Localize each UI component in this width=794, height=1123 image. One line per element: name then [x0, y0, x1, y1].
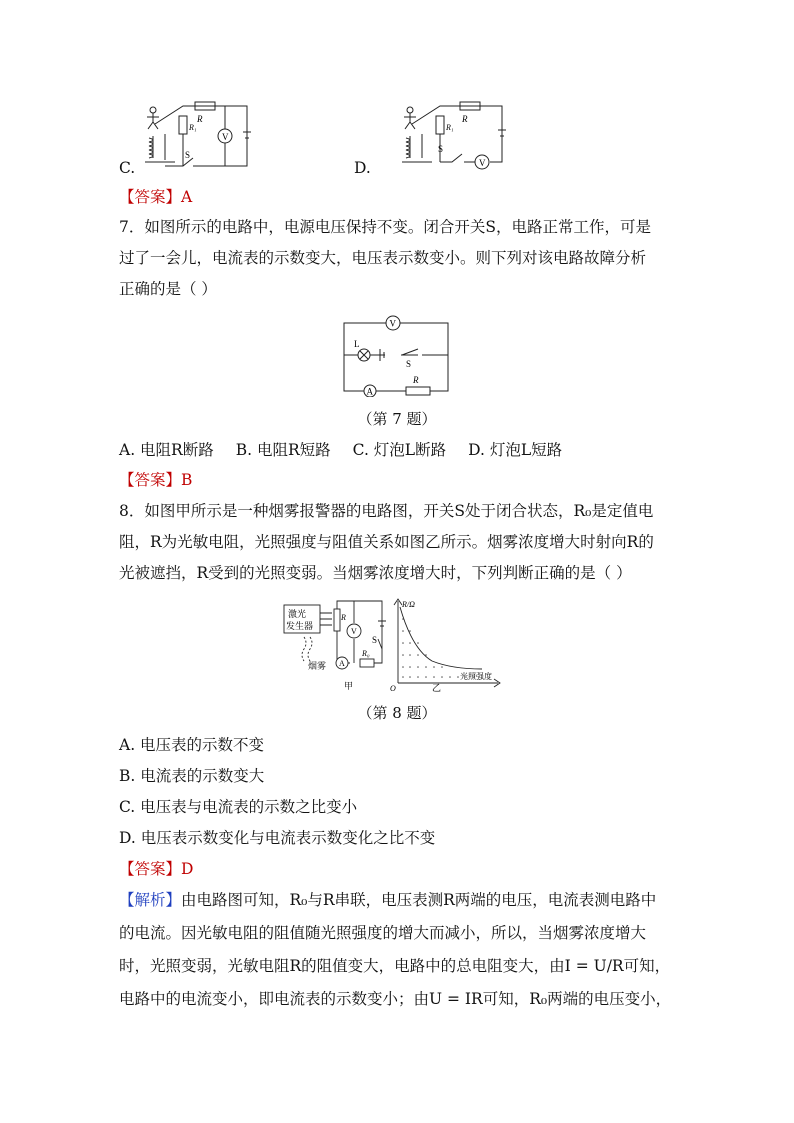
svg-text:R: R — [197, 114, 203, 124]
r-label: R — [341, 613, 346, 622]
answer-bracket: 【答案】 — [119, 188, 182, 206]
fig-jia-label: 甲 — [344, 681, 354, 691]
q8-figure — [282, 597, 522, 695]
origin-label: O — [390, 684, 396, 693]
svg-text:R: R — [413, 375, 419, 385]
svg-text:V: V — [222, 132, 229, 142]
svg-text:V: V — [479, 158, 486, 168]
q7-circuit-diagram — [340, 311, 454, 397]
q7-option-a[interactable]: A. 电阻R断路 — [119, 441, 214, 459]
answer-bracket: 【答案】 — [119, 471, 182, 489]
q7-option-b[interactable]: B. 电阻R短路 — [235, 441, 331, 459]
svg-text:R: R — [462, 114, 468, 124]
laser-label: 激光 — [288, 609, 307, 619]
q7-line-2: 过了一会儿，电流表的示数变大，电压表示数变小。则下列对该电路故障分析 — [119, 249, 647, 267]
svg-text:A: A — [339, 659, 345, 668]
q8-option-a[interactable]: A. 电压表的示数不变 — [119, 736, 265, 754]
svg-text:L: L — [354, 339, 360, 349]
circuit-option-c — [135, 96, 255, 176]
r0-label: R₀ — [362, 649, 370, 658]
svg-text:A: A — [366, 386, 373, 397]
analysis-text: 由电路图可知，R₀与R串联，电压表测R两端的电压，电流表测电路中 — [181, 891, 657, 909]
answer-value: D — [181, 860, 194, 878]
q8-answer — [119, 857, 193, 881]
q8-line-1: 8．如图甲所示是一种烟雾报警器的电路图，开关S处于闭合状态，R₀是定值电 — [119, 502, 654, 520]
q7-answer — [119, 468, 192, 492]
option-d-label: D. — [354, 159, 371, 177]
svg-text:S: S — [438, 144, 444, 154]
q7-line-3: 正确的是（ ） — [119, 280, 217, 298]
q7-option-d[interactable]: D. 灯泡L短路 — [468, 441, 563, 459]
smoke-label: 烟雾 — [308, 661, 327, 671]
q7-options — [119, 438, 584, 462]
y-axis-label: R/Ω — [402, 600, 415, 609]
analysis-bracket: 【解析】 — [119, 891, 182, 909]
q8-line-2: 阻，R为光敏电阻，光照强度与阻值关系如图乙所示。烟雾浓度增大时射向R的 — [119, 533, 654, 551]
q8-option-c[interactable]: C. 电压表与电流表的示数之比变小 — [119, 798, 358, 816]
q7-caption: （第 7 题） — [357, 410, 437, 428]
laser-label-2: 发生器 — [286, 621, 314, 631]
q8-option-b[interactable]: B. 电流表的示数变大 — [119, 767, 265, 785]
x-axis-label: 光照强度 — [460, 672, 492, 681]
q8-analysis-1 — [119, 888, 656, 912]
q8-analysis-3: 时，光照变弱，光敏电阻R的阻值变大，电路中的总电阻变大，由I = U/R可知， — [119, 957, 671, 975]
svg-text:S: S — [406, 359, 412, 369]
fig-yi-label: 乙 — [432, 683, 442, 693]
svg-text:V: V — [351, 627, 357, 636]
svg-text:R₁: R₁ — [446, 123, 454, 132]
svg-text:R₁: R₁ — [189, 123, 197, 132]
q8-analysis-4: 电路中的电流变小，即电流表的示数变小；由U = IR可知，R₀两端的电压变小， — [119, 990, 672, 1008]
answer-value: B — [181, 471, 193, 489]
answer-bracket: 【答案】 — [119, 860, 182, 878]
q8-option-d[interactable]: D. 电压表示数变化与电流表示数变化之比不变 — [119, 829, 436, 847]
q7-option-c[interactable]: C. 灯泡L断路 — [352, 441, 447, 459]
q8-caption: （第 8 题） — [357, 704, 437, 722]
q8-line-3: 光被遮挡，R受到的光照变弱。当烟雾浓度增大时，下列判断正确的是（ ） — [119, 564, 632, 582]
q7-line-1: 7．如图所示的电路中，电源电压保持不变。闭合开关S，电路正常工作，可是 — [119, 218, 651, 236]
switch-s-label: S — [372, 635, 378, 645]
q6-answer — [119, 185, 192, 209]
svg-text:S: S — [185, 150, 191, 160]
svg-text:V: V — [389, 318, 396, 329]
option-c-label: C. — [119, 159, 136, 177]
q8-analysis-2: 的电流。因光敏电阻的阻值随光照强度的增大而减小，所以，当烟雾浓度增大 — [119, 924, 647, 942]
answer-value: A — [181, 188, 193, 206]
circuit-option-d — [398, 96, 518, 176]
